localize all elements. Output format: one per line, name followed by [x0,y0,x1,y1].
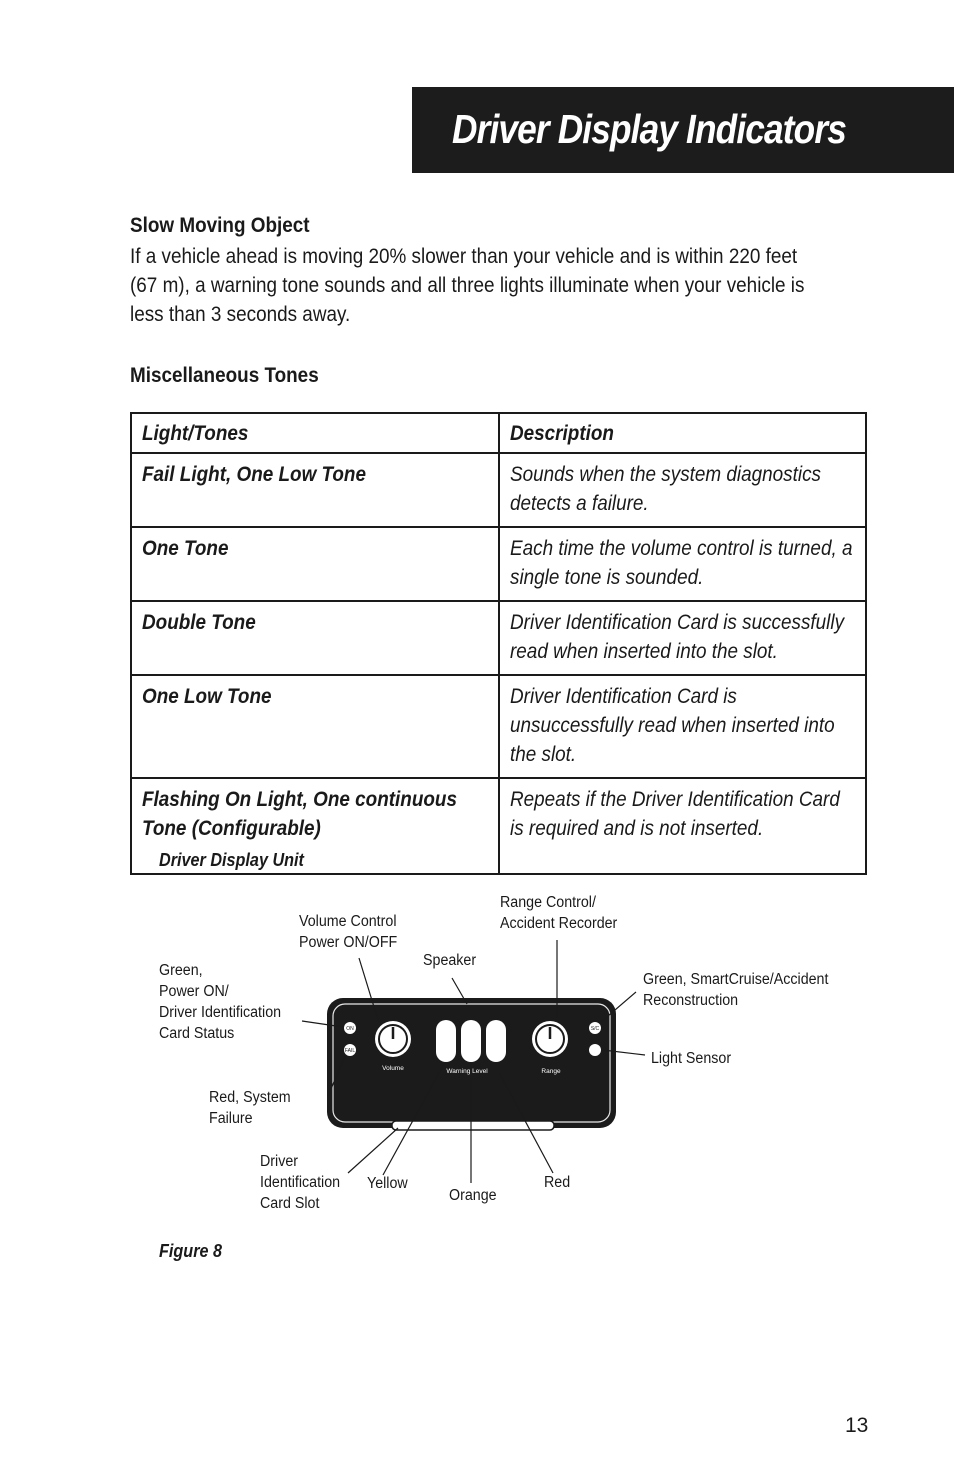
tone-cell: One Low Tone [131,675,499,778]
paragraph-line: (67 m), a warning tone sounds and all three lights illuminate when your vehicle is [130,274,805,297]
figure-caption: Figure 8 [159,1241,223,1261]
red-light [486,1020,506,1062]
green-power-callout: Green, Power ON/ Driver Identification Card Status [159,962,282,1042]
yellow-callout: Yellow [367,1175,408,1192]
column-header: Description [499,413,867,453]
description-cell: Each time the volume control is turned, a single tone is sounded. [499,527,867,601]
figure-title: Driver Display Unit [159,850,304,870]
slow-moving-heading: Slow Moving Object [130,214,310,237]
volume-label: Volume [382,1065,404,1072]
card-slot-callout: Driver Identification Card Slot [260,1153,341,1212]
tone-cell: Double Tone [131,601,499,675]
warning-level-label: Warning Level [446,1068,488,1075]
light-sensor [589,1044,601,1056]
misc-tones-heading: Miscellaneous Tones [130,364,319,387]
red-failure-callout: Red, System Failure [209,1089,291,1127]
orange-callout: Orange [449,1187,497,1204]
paragraph-line: If a vehicle ahead is moving 20% slower than your vehicle and is within 220 feet [130,245,798,268]
green-smartcruise-callout: Green, SmartCruise/Accident Reconstruction [643,971,829,1009]
tone-cell: Flashing On Light, One continuous Tone (Configurable) [131,778,499,874]
description-cell: Repeats if the Driver Identification Card is required and is not inserted. [499,778,867,874]
red-callout: Red [544,1174,571,1191]
range-control-callout: Range Control/ Accident Recorder [500,894,618,932]
description-cell: Sounds when the system diagnostics detects a failure. [499,453,867,527]
leader-card-slot [348,1128,398,1173]
tone-cell: One Tone [131,527,499,601]
paragraph-line: less than 3 seconds away. [130,303,351,326]
sc-label: S/C [590,1026,600,1032]
speaker-callout: Speaker [423,952,477,969]
page-number: 13 [845,1414,869,1437]
light-sensor-callout: Light Sensor [651,1050,732,1067]
tone-cell: Fail Light, One Low Tone [131,453,499,527]
column-header: Light/Tones [131,413,499,453]
description-cell: Driver Identification Card is unsuccessfully read when inserted into the slot. [499,675,867,778]
fail-label: FAIL [344,1048,356,1054]
on-label: ON [346,1026,354,1032]
orange-light [461,1020,481,1062]
page-title: Driver Display Indicators [452,106,846,152]
range-label: Range [541,1068,561,1075]
yellow-light [436,1020,456,1062]
description-cell: Driver Identification Card is successfully read when inserted into the slot. [499,601,867,675]
volume-control-callout: Volume Control Power ON/OFF [299,913,398,951]
